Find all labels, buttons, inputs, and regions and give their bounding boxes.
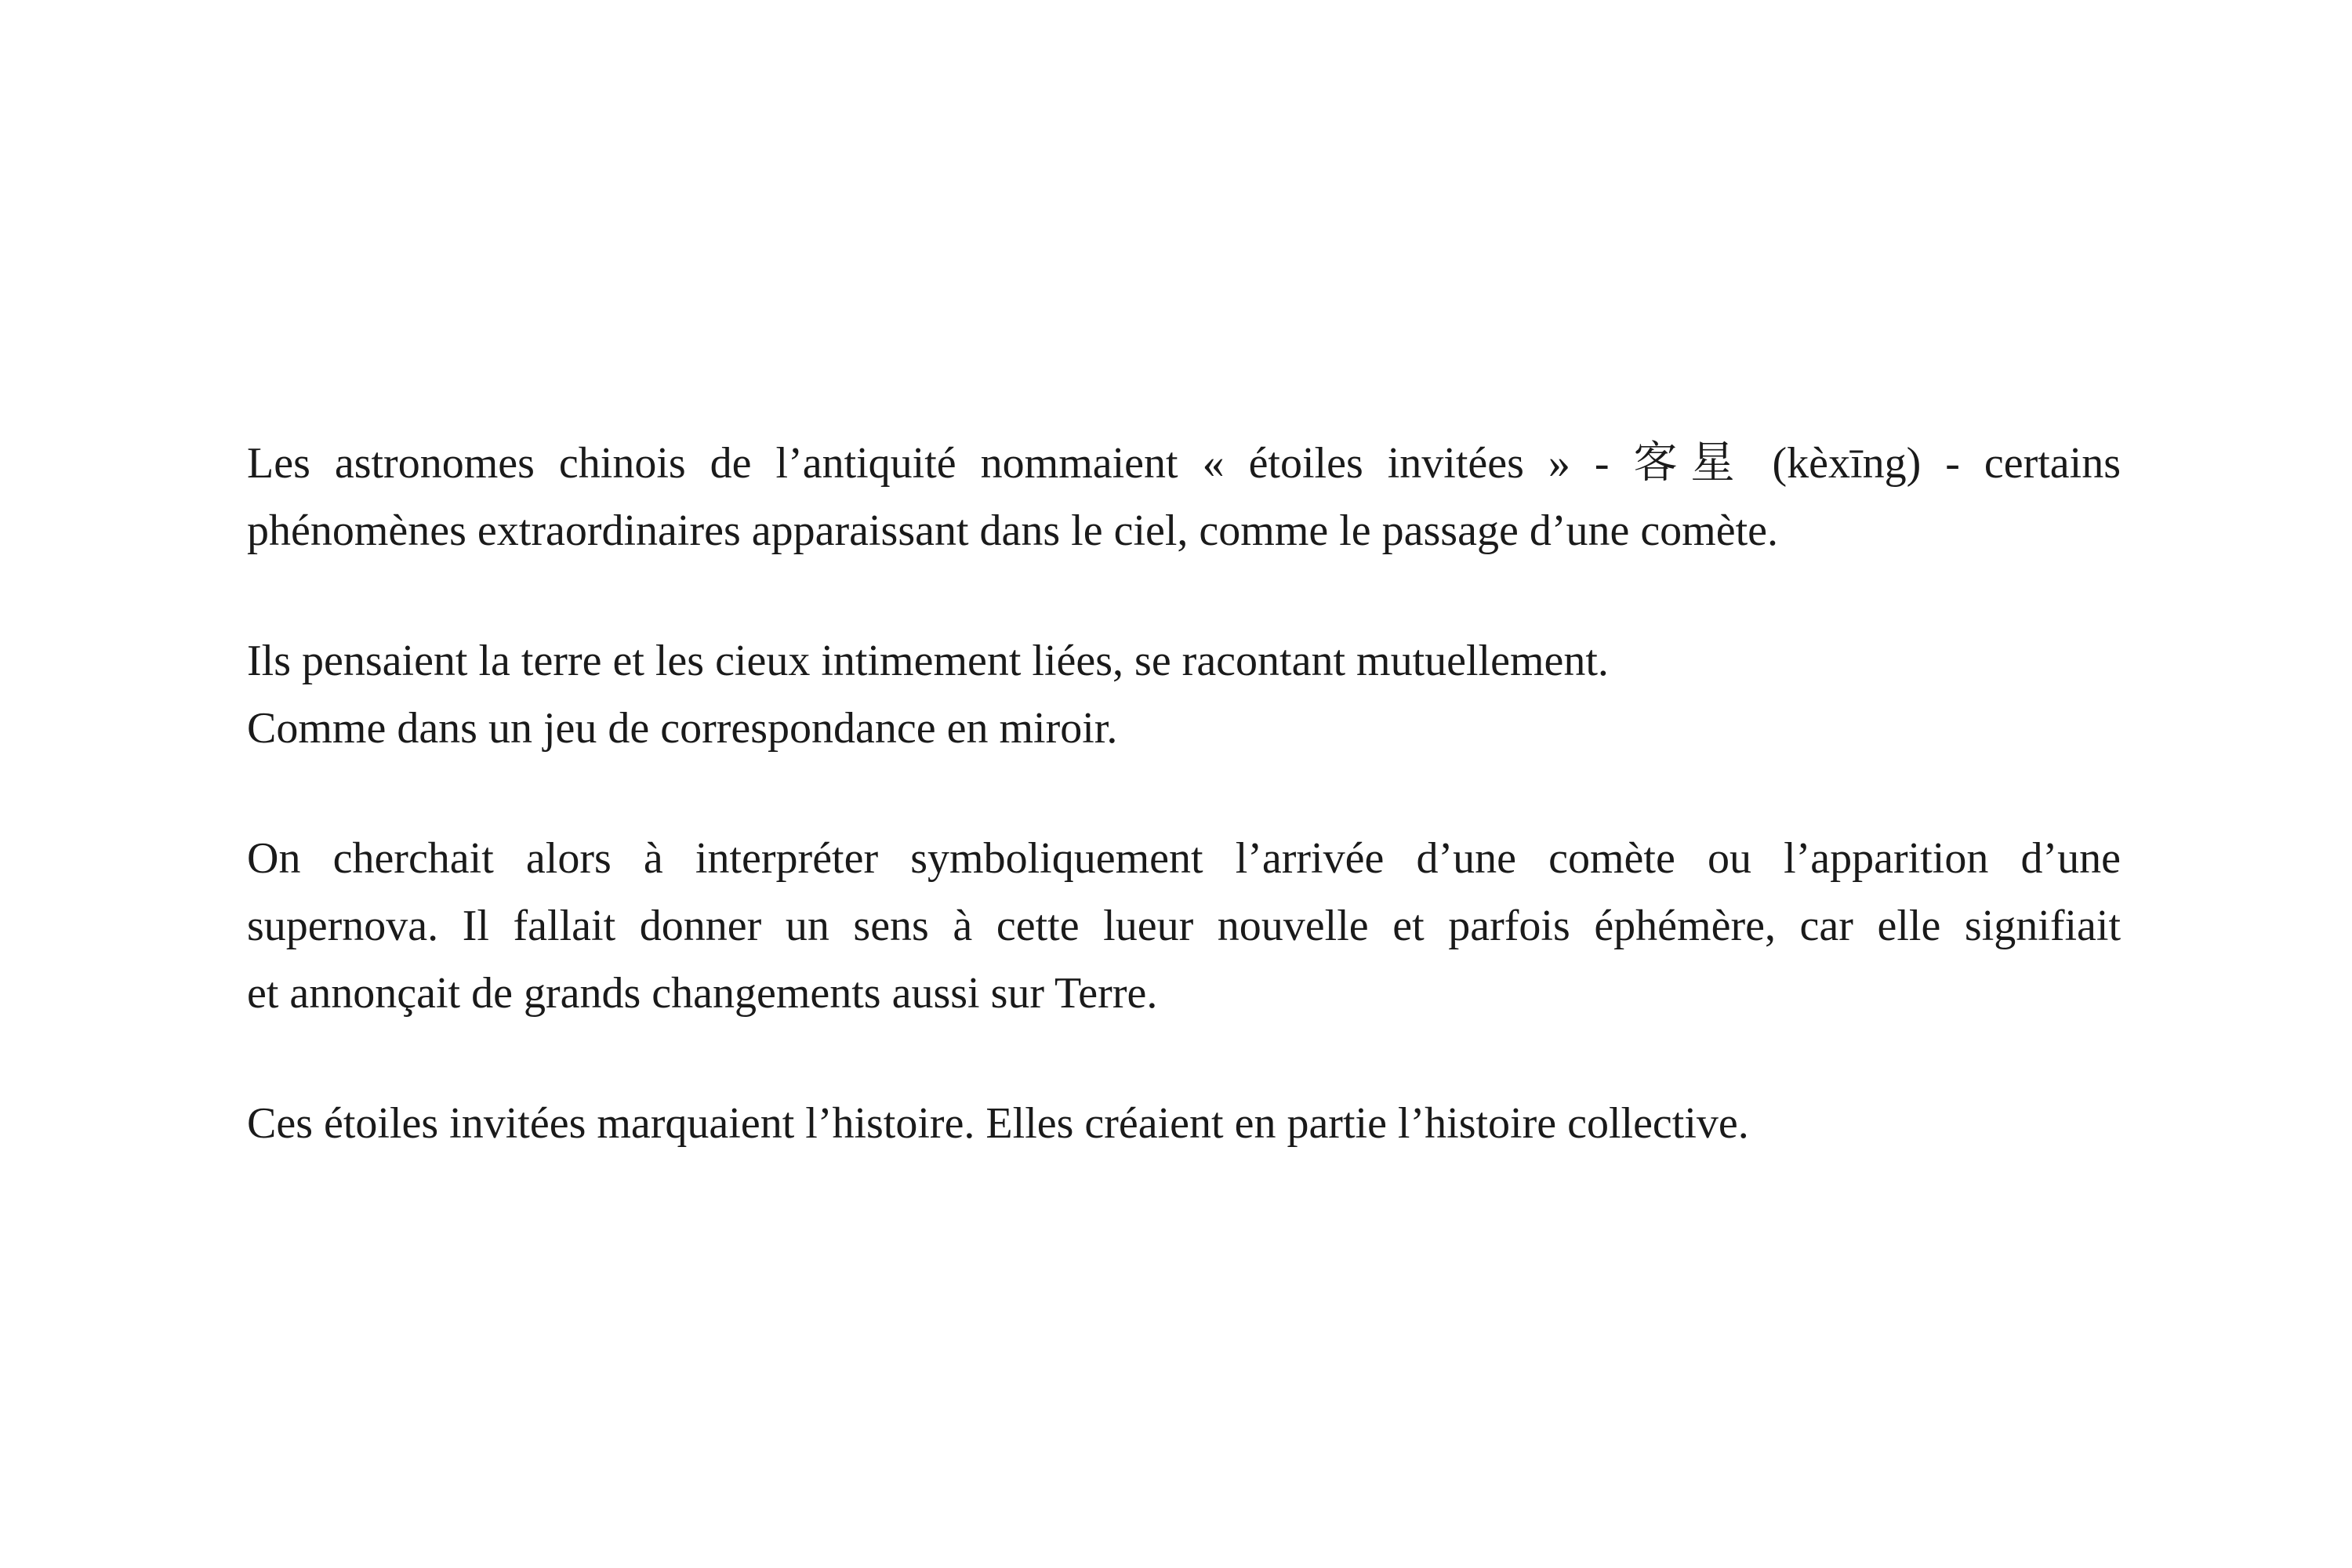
paragraph-line: Comme dans un jeu de correspondance en miroir. [247,704,1118,753]
paragraph-line: On cherchait alors à interpréter symboliquement l’arrivée d’une comète ou l’apparition d’une [247,834,2121,883]
paragraph-line: Ils pensaient la terre et les cieux intimement liées, se racontant mutuellement. [247,637,1609,685]
paragraph-line: et annonçait de grands changements aussi sur Terre. [247,969,1158,1018]
paragraph-line: Ces étoiles invitées marquaient l’histoire. Elles créaient en partie l’histoire collective. [247,1099,1749,1148]
paragraph-earth-and-sky [247,627,2121,762]
document-body [247,430,2121,1157]
paragraph-history [247,1090,2121,1157]
paragraph-line: supernova. Il fallait donner un sens à cette lueur nouvelle et parfois éphémère, car elle signifiait [247,902,2121,950]
paragraph-interpretation [247,825,2121,1027]
paragraph-line: Les astronomes chinois de l’antiquité nommaient « étoiles invitées » - 客星 (kèxīng) - certains [247,439,2121,488]
paragraph-line: phénomènes extraordinaires apparaissant dans le ciel, comme le passage d’une comète. [247,506,1778,555]
paragraph-guest-stars [247,430,2121,564]
